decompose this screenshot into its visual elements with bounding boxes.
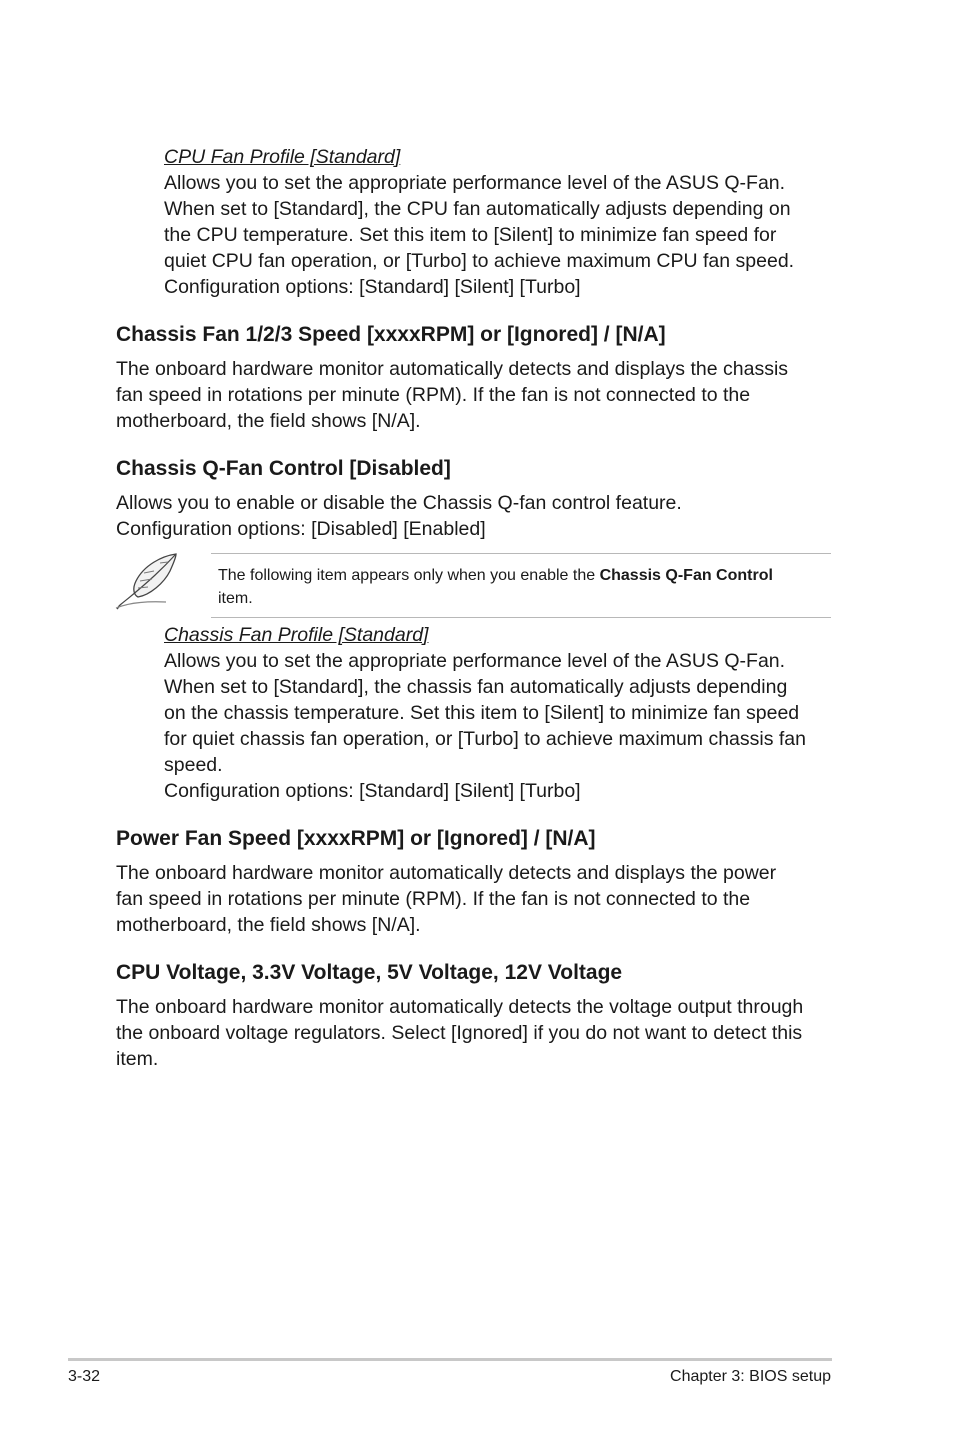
body-line: Configuration options: [Standard] [Silent] [Turbo]	[164, 780, 581, 802]
body-line: When set to [Standard], the CPU fan automatically adjusts depending on	[164, 198, 791, 220]
body-line: speed.	[164, 754, 223, 776]
body-line: the onboard voltage regulators. Select [Ignored] if you do not want to detect this	[116, 1022, 803, 1044]
body-line: The onboard hardware monitor automatically detects and displays the power	[116, 862, 777, 884]
body-line: motherboard, the field shows [N/A].	[116, 914, 421, 936]
body-line: fan speed in rotations per minute (RPM). If the fan is not connected to the	[116, 384, 751, 406]
section-heading: Power Fan Speed [xxxxRPM] or [Ignored] / [N/A]	[116, 827, 596, 850]
footer-divider	[68, 1358, 832, 1361]
body-line: Allows you to set the appropriate performance level of the ASUS Q-Fan.	[164, 172, 786, 194]
body-line: Configuration options: [Standard] [Silent] [Turbo]	[164, 276, 581, 298]
voltages-section	[116, 960, 826, 1072]
note-text	[218, 564, 828, 610]
chassis-fan-profile-title: Chassis Fan Profile [Standard]	[164, 624, 429, 646]
cpu-fan-profile-title: CPU Fan Profile [Standard]	[164, 146, 401, 168]
section-body	[116, 490, 826, 542]
note-text-bold: Chassis Q-Fan Control	[599, 567, 773, 584]
section-body	[116, 994, 826, 1072]
chassis-fan-speed-section	[116, 322, 826, 434]
chassis-fan-profile-block	[164, 622, 824, 804]
body-line: the CPU temperature. Set this item to [Silent] to minimize fan speed for	[164, 224, 777, 246]
note-text-before: The following item appears only when you enable the	[218, 567, 600, 584]
body-line: The onboard hardware monitor automatically detects and displays the chassis	[116, 358, 789, 380]
body-line: Allows you to enable or disable the Chassis Q-fan control feature.	[116, 492, 682, 514]
body-line: item.	[116, 1048, 159, 1070]
feather-pen-icon	[114, 551, 180, 611]
section-heading: CPU Voltage, 3.3V Voltage, 5V Voltage, 12V Voltage	[116, 961, 623, 984]
body-line: for quiet chassis fan operation, or [Turbo] to achieve maximum chassis fan	[164, 728, 806, 750]
chapter-label: Chapter 3: BIOS setup	[670, 1368, 831, 1385]
section-body	[116, 860, 826, 938]
body-line: When set to [Standard], the chassis fan automatically adjusts depending	[164, 676, 788, 698]
power-fan-speed-section	[116, 826, 826, 938]
section-heading: Chassis Q-Fan Control [Disabled]	[116, 457, 451, 480]
body-line: The onboard hardware monitor automatically detects the voltage output through	[116, 996, 804, 1018]
body-line: motherboard, the field shows [N/A].	[116, 410, 421, 432]
section-heading: Chassis Fan 1/2/3 Speed [xxxxRPM] or [Ignored] / [N/A]	[116, 323, 666, 346]
note-text-after: item.	[218, 590, 253, 607]
cpu-fan-profile-block	[164, 144, 824, 300]
section-body	[116, 356, 826, 434]
note-box	[211, 553, 831, 618]
body-line: on the chassis temperature. Set this item to [Silent] to minimize fan speed	[164, 702, 800, 724]
body-line: Configuration options: [Disabled] [Enabled]	[116, 518, 486, 540]
page-number: 3-32	[68, 1368, 101, 1385]
body-line: Allows you to set the appropriate performance level of the ASUS Q-Fan.	[164, 650, 786, 672]
body-line: quiet CPU fan operation, or [Turbo] to achieve maximum CPU fan speed.	[164, 250, 795, 272]
body-line: fan speed in rotations per minute (RPM). If the fan is not connected to the	[116, 888, 751, 910]
note-line	[218, 564, 828, 587]
chassis-qfan-control-section	[116, 456, 826, 542]
